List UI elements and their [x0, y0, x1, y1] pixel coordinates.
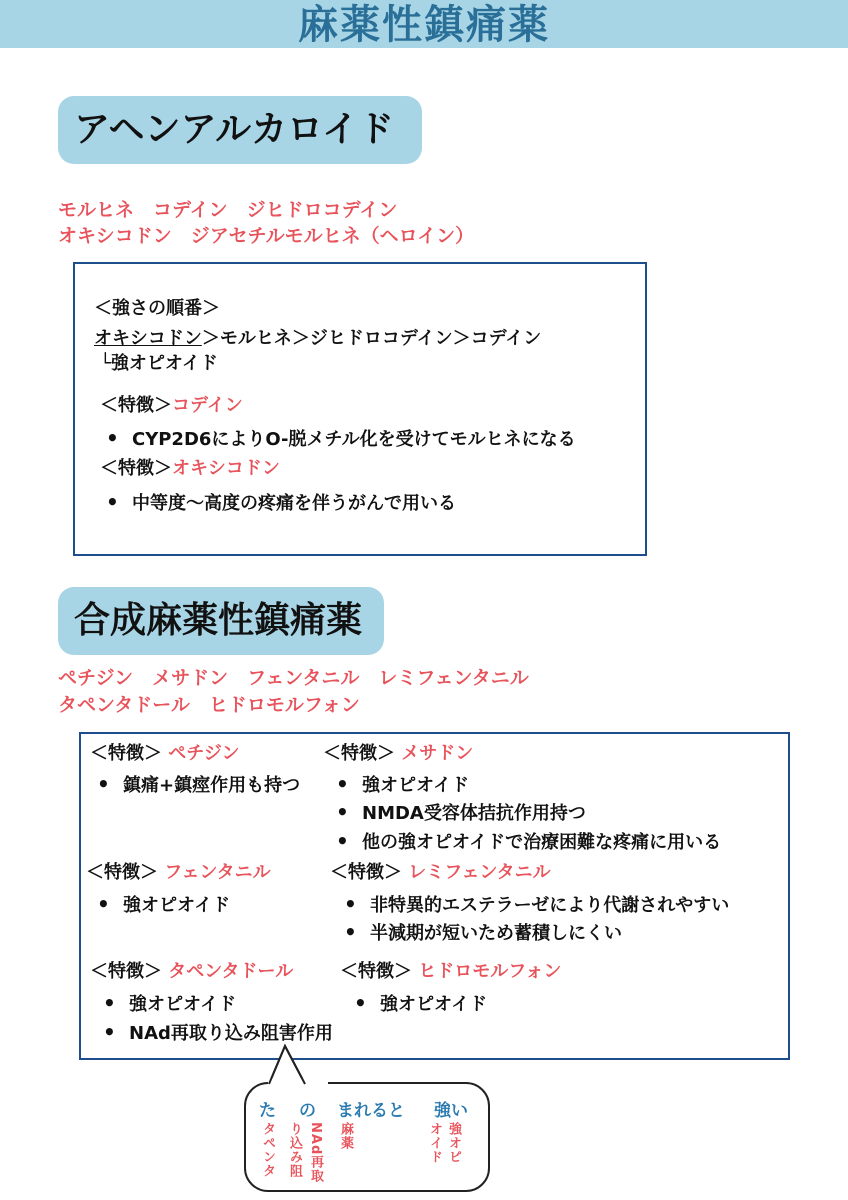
drug-list-line-2: オキシコドン ジアセチルモルヒネ（ヘロイン）	[58, 225, 475, 247]
mnemonic-note: 麻薬	[338, 1122, 353, 1150]
feature-heading-codeine: ＜特徴＞コデイン	[100, 395, 243, 416]
potency-order-first: オキシコドン	[94, 328, 202, 349]
mnemonic-note: NAd再取	[308, 1122, 323, 1184]
feature-point: • 非特異的エステラーゼにより代謝されやすい	[344, 892, 729, 918]
section-title-opium-alkaloids: アヘンアルカロイド	[58, 96, 422, 164]
mnemonic-note: 強オピ	[446, 1122, 461, 1164]
feature-point: • 半減期が短いため蓄積しにくい	[344, 920, 622, 946]
feature-point: • 強オピオイド	[97, 892, 230, 918]
speech-bubble-tail-outline	[255, 1040, 335, 1090]
mnemonic-word: まれると	[337, 1101, 405, 1121]
feature-point: • 強オピオイド	[103, 991, 236, 1017]
drug-list-line-2: タペンタドール ヒドロモルフォン	[58, 694, 360, 716]
feature-point: • CYP2D6によりO-脱メチル化を受けてモルヒネになる	[106, 426, 576, 452]
section-title-synthetic-opioids: 合成麻薬性鎮痛薬	[58, 587, 384, 655]
page-title: 麻薬性鎮痛薬	[298, 2, 550, 48]
mnemonic-word: た	[259, 1101, 276, 1121]
potency-order	[94, 327, 541, 351]
drug-list-line-1: ペチジン メサドン フェンタニル レミフェンタニル	[58, 667, 529, 689]
order-heading: ＜強さの順番＞	[94, 298, 220, 319]
potency-order-rest: ＞モルヒネ＞ジヒドロコデイン＞コデイン	[201, 328, 542, 349]
feature-heading-methadone: ＜特徴＞ メサドン	[323, 743, 474, 764]
feature-point: • NMDA受容体拮抗作用持つ	[336, 800, 586, 826]
mnemonic-word: の	[299, 1101, 316, 1121]
feature-heading-hydromorphone: ＜特徴＞ ヒドロモルフォン	[340, 961, 562, 982]
feature-point: • NAd再取り込み阻害作用	[103, 1020, 333, 1046]
mnemonic-note: オイド	[427, 1122, 442, 1164]
mnemonic-word: 強い	[434, 1101, 468, 1121]
feature-heading-fentanyl: ＜特徴＞ フェンタニル	[86, 862, 271, 883]
drug-list-line-1: モルヒネ コデイン ジヒドロコデイン	[58, 199, 398, 221]
feature-heading-pethidine: ＜特徴＞ ペチジン	[90, 743, 240, 764]
feature-point: • 中等度〜高度の疼痛を伴うがんで用いる	[106, 490, 456, 516]
feature-point: • 強オピオイド	[336, 772, 469, 798]
feature-heading-tapentadol: ＜特徴＞ タペンタドール	[90, 961, 294, 982]
feature-heading-oxycodone: ＜特徴＞オキシコドン	[100, 458, 280, 479]
feature-point: • 他の強オピオイドで治療困難な疼痛に用いる	[336, 829, 721, 855]
potency-order-note: └強オピオイド	[100, 353, 218, 374]
feature-point: • 強オピオイド	[354, 991, 487, 1017]
mnemonic-note: り込み阻	[287, 1122, 302, 1178]
mnemonic-note: タペンタ	[260, 1122, 275, 1178]
feature-point: • 鎮痛+鎮痙作用も持つ	[97, 772, 300, 798]
feature-heading-remifentanil: ＜特徴＞ レミフェンタニル	[330, 862, 551, 883]
